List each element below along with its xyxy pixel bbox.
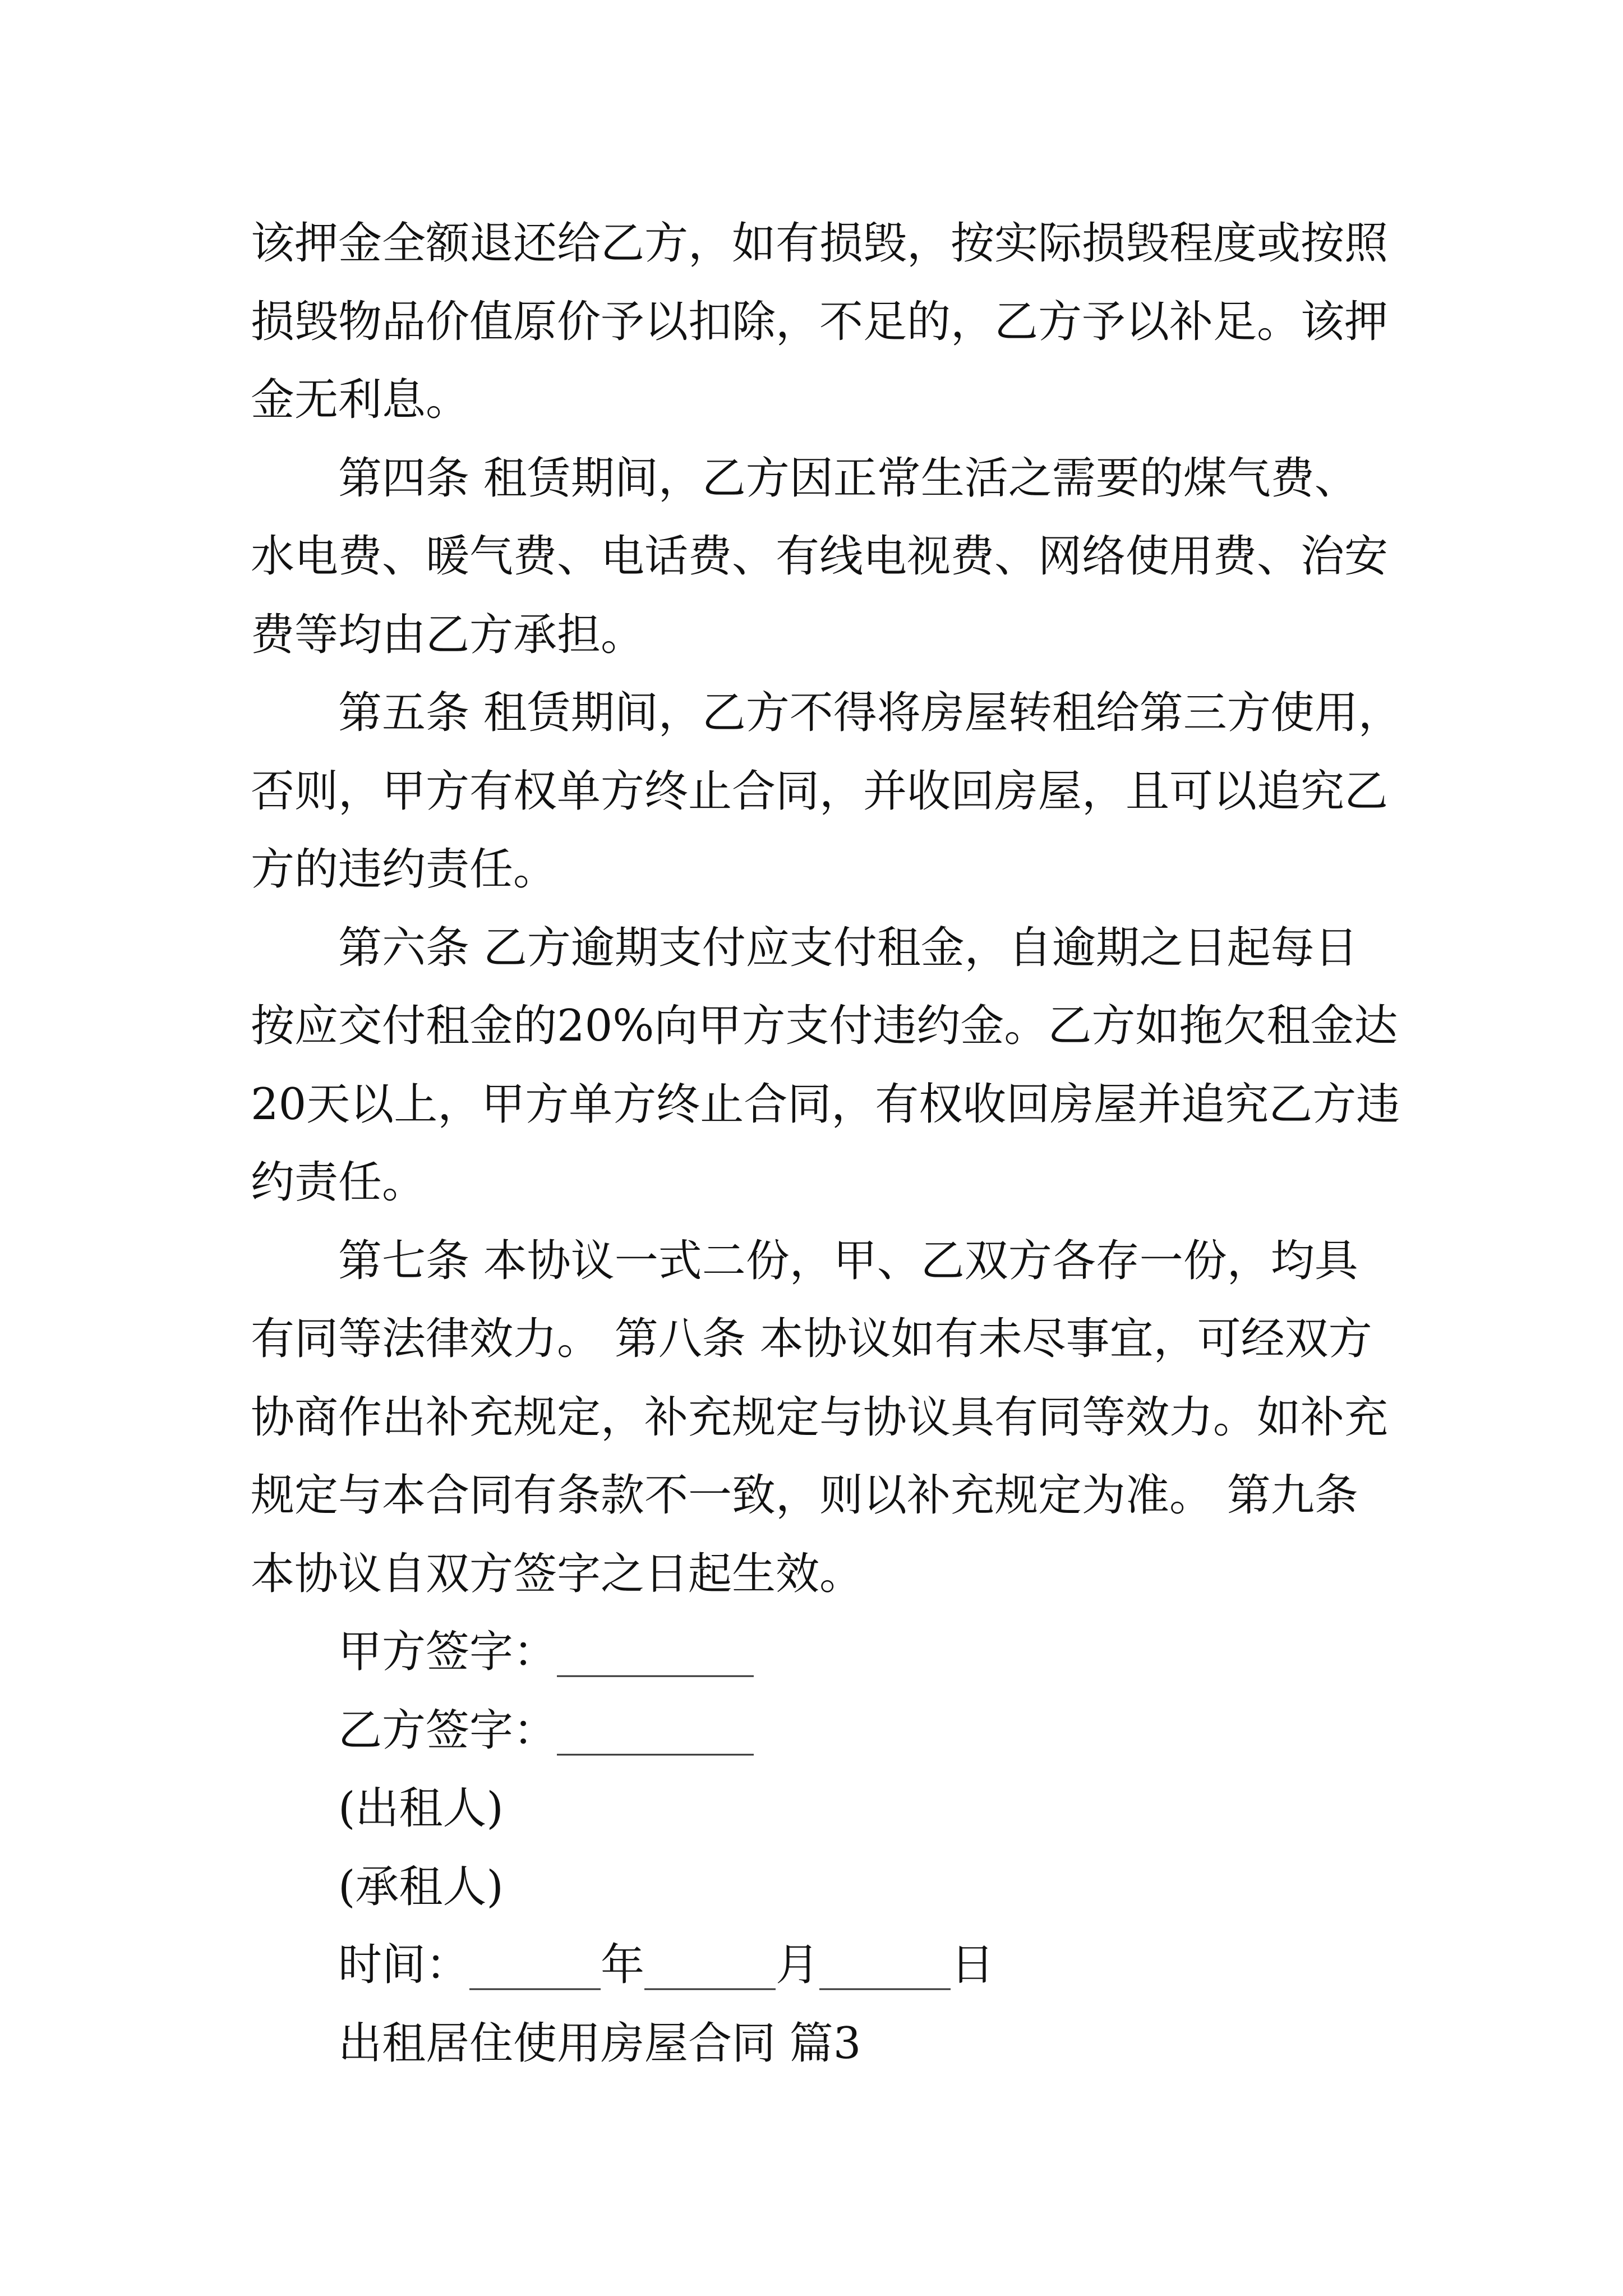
month-unit: 月 [776, 1940, 820, 1990]
text-line: 水电费、暖气费、电话费、有线电视费、网络使用费、治安 [251, 531, 1389, 582]
text-line: 协商作出补充规定，补充规定与协议具有同等效力。如补充 [251, 1392, 1389, 1443]
text-line: 有同等法律效力。 第八条 本协议如有未尽事宜，可经双方 [251, 1314, 1372, 1364]
year-unit: 年 [601, 1940, 645, 1990]
paragraph-article-7-9 [251, 1222, 1456, 1614]
text-line: 20天以上，甲方单方终止合同，有权收回房屋并追究乙方违 [251, 1079, 1400, 1130]
text-line: 否则，甲方有权单方终止合同，并收回房屋，且可以追究乙 [251, 766, 1389, 817]
party-b-signature-line [251, 1692, 1456, 1770]
text-line: 第七条 本协议一式二份，甲、乙双方各存一份，均具 [338, 1235, 1358, 1286]
party-a-signature-line [251, 1613, 1456, 1692]
date-label: 时间： [338, 1940, 470, 1990]
paragraph-article-6 [251, 909, 1456, 1222]
paragraph-deposit-continuation [251, 205, 1456, 440]
text-line: 第五条 租赁期间，乙方不得将房屋转租给第三方使用， [338, 688, 1402, 738]
date-line [251, 1926, 1456, 2005]
lessor-role-label: (出租人) [338, 1783, 504, 1834]
party-a-signature-label: 甲方签字： [338, 1627, 557, 1677]
text-line: 本协议自双方签字之日起生效。 [251, 1548, 864, 1599]
text-line: 损毁物品价值原价予以扣除，不足的，乙方予以补足。该押 [251, 296, 1389, 347]
text-line: 该押金全额退还给乙方，如有损毁，按实际损毁程度或按照 [251, 218, 1389, 269]
party-a-signature-blank: _________ [557, 1627, 754, 1677]
party-b-signature-label: 乙方签字： [338, 1705, 557, 1756]
text-line: 金无利息。 [251, 375, 470, 425]
paragraph-article-5 [251, 674, 1456, 909]
text-line: 方的违约责任。 [251, 844, 557, 895]
text-line: 第六条 乙方逾期支付应支付租金，自逾期之日起每日 [338, 922, 1358, 973]
text-line: 规定与本合同有条款不一致，则以补充规定为准。 第九条 [251, 1470, 1358, 1521]
day-unit: 日 [951, 1940, 995, 1990]
day-blank: ______ [819, 1940, 951, 1990]
lessee-role-label: (承租人) [338, 1861, 504, 1912]
party-b-signature-blank: _________ [557, 1705, 754, 1756]
next-section-title: 出租居住使用房屋合同 篇3 [338, 2018, 861, 2069]
paragraph-article-4 [251, 440, 1456, 675]
contract-body [251, 205, 1456, 2083]
signature-block [251, 1613, 1456, 2005]
month-blank: ______ [644, 1940, 776, 1990]
text-line: 按应交付租金的20%向甲方支付违约金。乙方如拖欠租金达 [251, 1001, 1398, 1051]
year-blank: ______ [469, 1940, 601, 1990]
text-line: 第四条 租赁期间，乙方因正常生活之需要的煤气费、 [338, 453, 1358, 504]
text-line: 约责任。 [251, 1157, 426, 1208]
text-line: 费等均由乙方承担。 [251, 609, 645, 660]
